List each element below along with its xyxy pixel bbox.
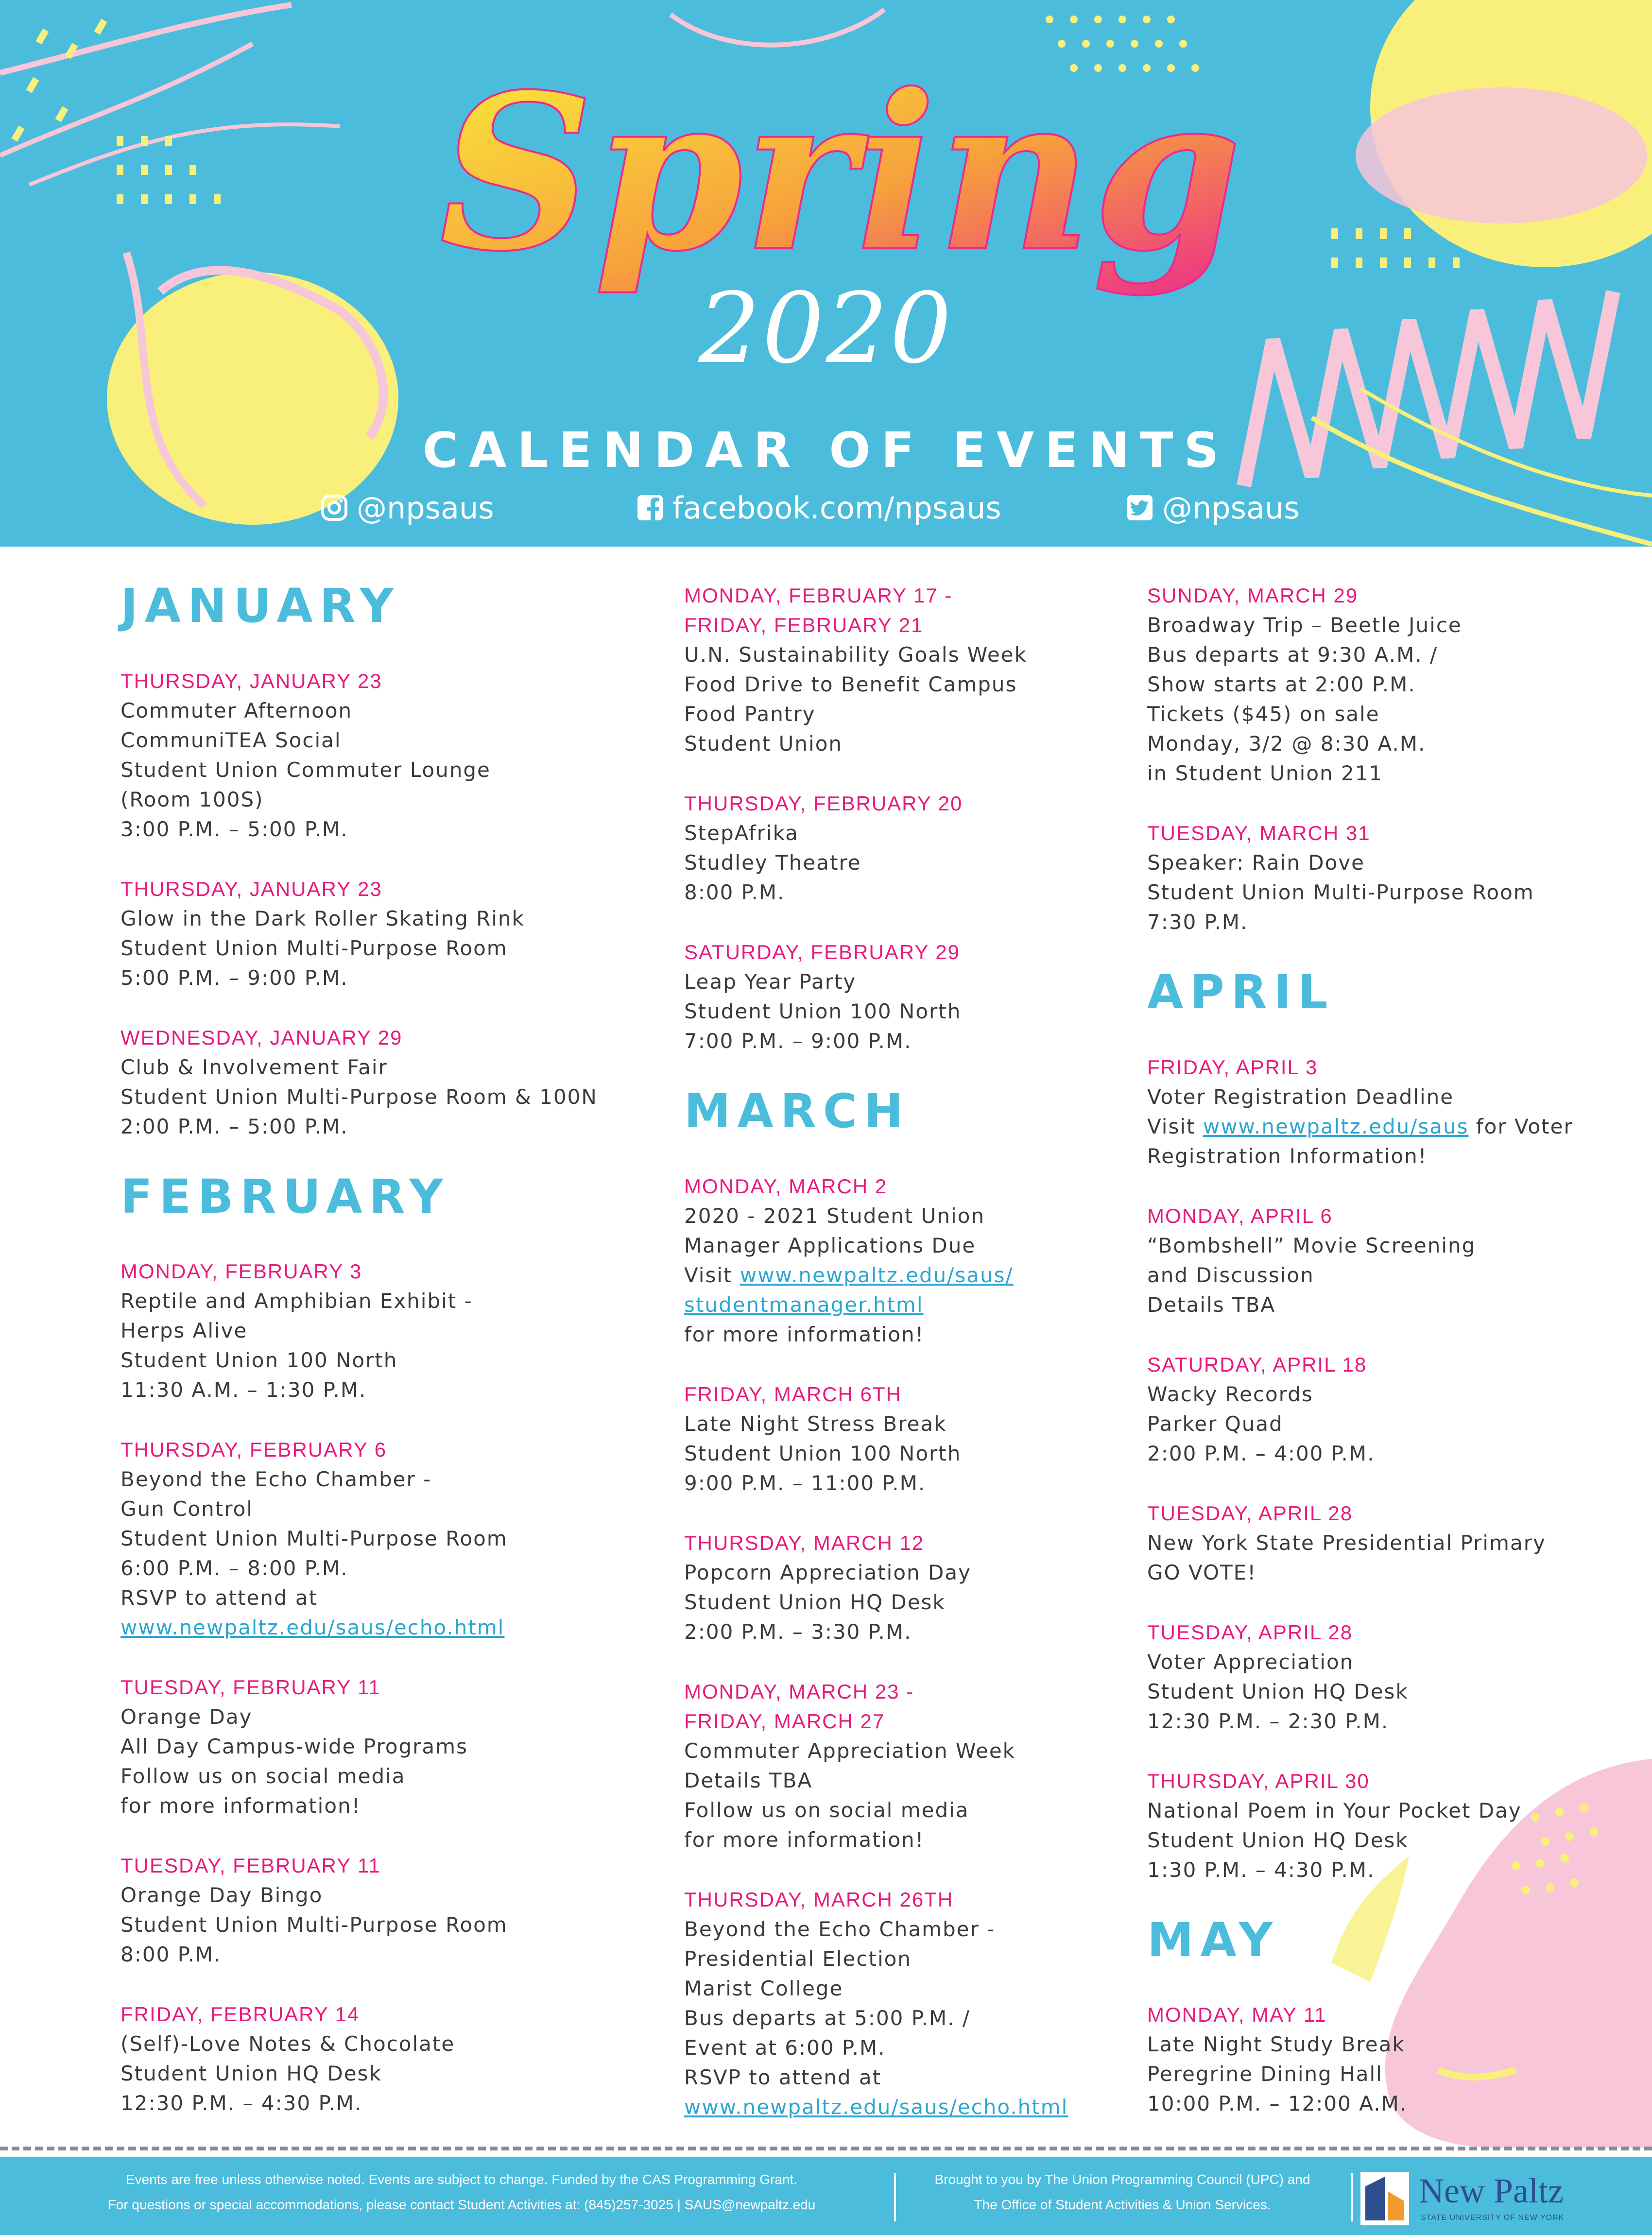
new-paltz-logo-text: New Paltz <box>1419 2171 1564 2210</box>
event-detail: Bus departs at 5:00 P.M. / <box>684 2006 970 2030</box>
event-detail: 6:00 P.M. – 8:00 P.M. <box>120 1556 348 1581</box>
event-detail: Popcorn Appreciation Day <box>684 1560 971 1584</box>
event-date: FRIDAY, FEBRUARY 14 <box>120 2003 360 2026</box>
event-detail: Gun Control <box>120 1497 253 1521</box>
event-date: MONDAY, FEBRUARY 17 - FRIDAY, FEBRUARY 21 <box>684 584 953 636</box>
manager-application-link[interactable]: www.newpaltz.edu/saus/ <box>740 1263 1014 1287</box>
event-detail: 2020 - 2021 Student Union <box>684 1203 985 1228</box>
column-2 <box>684 581 1121 2152</box>
social-twitter[interactable] <box>1126 486 1300 530</box>
event-detail: Reptile and Amphibian Exhibit - <box>120 1289 473 1313</box>
event-date: THURSDAY, JANUARY 23 <box>120 877 382 900</box>
event-detail: Peregrine Dining Hall <box>1147 2062 1383 2086</box>
event-date: MONDAY, MAY 11 <box>1147 2003 1327 2027</box>
visit-suffix: for Voter <box>1468 1114 1573 1138</box>
event-date: THURSDAY, APRIL 30 <box>1147 1769 1370 1792</box>
event-detail: 7:00 P.M. – 9:00 P.M. <box>684 1029 912 1053</box>
event-detail: U.N. Sustainability Goals Week <box>684 643 1027 667</box>
event-item <box>684 1171 1121 1349</box>
event-detail: Wacky Records <box>1147 1382 1313 1406</box>
month-heading-march: MARCH <box>684 1084 910 1138</box>
event-date: MONDAY, APRIL 6 <box>1147 1204 1333 1227</box>
footer-credits <box>904 2167 1341 2218</box>
event-item <box>1147 1617 1584 1736</box>
event-detail: 2:00 P.M. – 5:00 P.M. <box>120 1114 348 1138</box>
footer-line: Events are free unless otherwise noted. Events are subject to change. Funded by the CAS Programming Grant. <box>125 2172 798 2187</box>
event-date: MONDAY, MARCH 23 - FRIDAY, MARCH 27 <box>684 1680 914 1733</box>
month-heading-april: APRIL <box>1147 965 1335 1019</box>
facebook-url: facebook.com/npsaus <box>672 490 1001 526</box>
event-item <box>1147 818 1584 937</box>
event-detail: Orange Day Bingo <box>120 1883 323 1908</box>
month-heading-february: FEBRUARY <box>120 1169 450 1224</box>
event-detail: Tickets ($45) on sale <box>1147 702 1380 726</box>
month-heading-january: JANUARY <box>120 579 400 633</box>
event-item <box>1147 1052 1584 1171</box>
event-detail: Follow us on social media <box>684 1798 969 1822</box>
event-detail: 3:00 P.M. – 5:00 P.M. <box>120 817 348 841</box>
event-detail: and Discussion <box>1147 1263 1314 1287</box>
event-detail: Student Union 100 North <box>684 1441 962 1465</box>
event-detail: Student Union <box>684 732 843 756</box>
event-detail: “Bombshell” Movie Screening <box>1147 1233 1476 1257</box>
event-detail: Student Union 100 North <box>120 1348 398 1373</box>
event-item <box>1147 2000 1584 2118</box>
header-banner <box>0 0 1652 547</box>
event-detail: Student Union Multi-Purpose Room & 100N <box>120 1084 598 1109</box>
event-item <box>120 1256 631 1405</box>
event-detail: Student Union Multi-Purpose Room <box>1147 880 1534 904</box>
event-date: WEDNESDAY, JANUARY 29 <box>120 1026 403 1049</box>
rsvp-link[interactable]: www.newpaltz.edu/saus/echo.html <box>684 2095 1068 2119</box>
event-item <box>1147 1766 1584 1885</box>
event-detail: Club & Involvement Fair <box>120 1055 388 1079</box>
event-item <box>120 1672 631 1821</box>
event-detail: Student Union Multi-Purpose Room <box>120 1913 508 1937</box>
event-detail: RSVP to attend at <box>120 1586 318 1610</box>
event-detail: Details TBA <box>1147 1292 1276 1317</box>
event-date: MONDAY, MARCH 2 <box>684 1174 888 1198</box>
event-detail: National Poem in Your Pocket Day <box>1147 1798 1522 1822</box>
event-detail: Late Night Study Break <box>1147 2032 1405 2057</box>
event-item <box>684 937 1121 1056</box>
event-detail: Presidential Election <box>684 1946 912 1971</box>
footer-line: Brought to you by The Union Programming Council (UPC) and <box>934 2172 1310 2187</box>
event-date: FRIDAY, APRIL 3 <box>1147 1055 1318 1079</box>
month-heading-may: MAY <box>1147 1912 1280 1967</box>
event-detail: for more information! <box>684 1827 925 1852</box>
event-detail: Voter Appreciation <box>1147 1650 1354 1674</box>
event-detail: 12:30 P.M. – 2:30 P.M. <box>1147 1709 1389 1733</box>
event-date: FRIDAY, MARCH 6TH <box>684 1382 902 1406</box>
event-item <box>684 581 1121 758</box>
column-3 <box>1147 581 1584 2149</box>
event-detail: 11:30 A.M. – 1:30 P.M. <box>120 1378 367 1402</box>
event-detail: Show starts at 2:00 P.M. <box>1147 672 1416 696</box>
twitter-handle: @npsaus <box>1162 490 1300 526</box>
event-item <box>120 1851 631 1969</box>
visit-label: Visit <box>1147 1114 1203 1138</box>
event-detail: Marist College <box>684 1976 843 2000</box>
event-detail: Food Pantry <box>684 702 816 726</box>
event-date: SATURDAY, APRIL 18 <box>1147 1353 1367 1376</box>
manager-application-link-cont[interactable]: studentmanager.html <box>684 1292 924 1317</box>
event-detail: Event at 6:00 P.M. <box>684 2035 886 2060</box>
event-detail: 2:00 P.M. – 4:00 P.M. <box>1147 1441 1375 1465</box>
event-detail: Food Drive to Benefit Campus <box>684 672 1017 696</box>
event-detail: Commuter Appreciation Week <box>684 1738 1015 1763</box>
voter-registration-link[interactable]: www.newpaltz.edu/saus <box>1203 1114 1469 1138</box>
event-date: TUESDAY, APRIL 28 <box>1147 1501 1353 1525</box>
event-detail: StepAfrika <box>684 821 799 845</box>
event-detail: (Room 100S) <box>120 787 264 811</box>
calendar-title: CALENDAR OF EVENTS <box>422 422 1230 479</box>
event-detail: All Day Campus-wide Programs <box>120 1735 468 1759</box>
event-detail: Broadway Trip – Beetle Juice <box>1147 613 1462 637</box>
event-detail: Student Union HQ Desk <box>684 1590 946 1614</box>
event-item <box>684 1379 1121 1498</box>
event-date: THURSDAY, FEBRUARY 6 <box>120 1438 387 1461</box>
footer <box>0 2157 1652 2235</box>
event-item <box>684 1885 1121 2122</box>
event-date: THURSDAY, MARCH 26TH <box>684 1888 954 1911</box>
footer-separator <box>894 2173 896 2221</box>
facebook-icon <box>637 494 664 521</box>
footer-divider <box>0 2147 1652 2150</box>
footer-line: For questions or special accommodations, please contact Student Activities at: (845)257-3025 | SAUS@newpaltz.edu <box>107 2197 816 2212</box>
instagram-handle: @npsaus <box>357 490 494 526</box>
year-title: 2020 <box>698 272 954 385</box>
event-detail: Late Night Stress Break <box>684 1411 947 1436</box>
new-paltz-logo-subtext: STATE UNIVERSITY OF NEW YORK <box>1421 2214 1565 2222</box>
event-detail: Bus departs at 9:30 A.M. / <box>1147 643 1438 667</box>
event-detail: Beyond the Echo Chamber - <box>684 1917 996 1941</box>
event-detail: Student Union Commuter Lounge <box>120 757 491 782</box>
event-detail: for more information! <box>684 1322 925 1346</box>
event-detail: 5:00 P.M. – 9:00 P.M. <box>120 965 348 990</box>
event-detail: in Student Union 211 <box>1147 761 1383 785</box>
event-date: TUESDAY, FEBRUARY 11 <box>120 1676 381 1699</box>
event-detail: 10:00 P.M. – 12:00 A.M. <box>1147 2092 1408 2116</box>
event-detail: Parker Quad <box>1147 1411 1283 1436</box>
event-detail: Manager Applications Due <box>684 1233 976 1257</box>
event-detail: Student Union HQ Desk <box>1147 1679 1409 1703</box>
event-item <box>684 789 1121 907</box>
event-detail: Student Union 100 North <box>684 999 962 1023</box>
event-item <box>1147 581 1584 788</box>
event-detail: New York State Presidential Primary <box>1147 1530 1546 1555</box>
event-detail: Orange Day <box>120 1705 253 1729</box>
event-detail: Details TBA <box>684 1768 813 1792</box>
event-detail: 8:00 P.M. <box>684 880 785 904</box>
event-detail: Commuter Afternoon <box>120 698 353 722</box>
event-detail: Studley Theatre <box>684 851 861 875</box>
event-detail: Monday, 3/2 @ 8:30 A.M. <box>1147 732 1426 756</box>
event-date: MONDAY, FEBRUARY 3 <box>120 1260 362 1283</box>
column-1 <box>120 581 631 2148</box>
social-instagram[interactable] <box>321 486 494 530</box>
event-date: THURSDAY, FEBRUARY 20 <box>684 792 963 815</box>
event-item <box>1147 1498 1584 1587</box>
event-item <box>120 874 631 993</box>
footer-separator <box>1351 2173 1353 2221</box>
footer-line: The Office of Student Activities & Union Services. <box>974 2197 1271 2212</box>
event-detail: Registration Information! <box>1147 1144 1428 1168</box>
event-item <box>120 1435 631 1642</box>
event-detail: 2:00 P.M. – 3:30 P.M. <box>684 1619 912 1644</box>
twitter-icon <box>1126 494 1153 521</box>
event-detail: 1:30 P.M. – 4:30 P.M. <box>1147 1857 1375 1882</box>
event-detail: 12:30 P.M. – 4:30 P.M. <box>120 2091 362 2115</box>
event-date: THURSDAY, MARCH 12 <box>684 1531 925 1554</box>
event-detail: RSVP to attend at <box>684 2065 882 2089</box>
event-item <box>684 1528 1121 1647</box>
event-date: TUESDAY, MARCH 31 <box>1147 822 1371 844</box>
event-item <box>1147 1350 1584 1468</box>
event-date: TUESDAY, APRIL 28 <box>1147 1620 1353 1644</box>
visit-label: Visit <box>684 1263 740 1287</box>
event-detail: Student Union Multi-Purpose Room <box>120 1527 508 1551</box>
new-paltz-logo-icon <box>1360 2172 1409 2225</box>
event-item <box>120 1999 631 2118</box>
event-detail: 7:30 P.M. <box>1147 910 1248 934</box>
event-detail: CommuniTEA Social <box>120 728 342 752</box>
event-detail: Leap Year Party <box>684 970 857 994</box>
event-detail: Speaker: Rain Dove <box>1147 851 1365 875</box>
event-detail: Student Union Multi-Purpose Room <box>120 936 508 960</box>
instagram-icon <box>321 494 348 521</box>
event-detail: (Self)-Love Notes & Chocolate <box>120 2032 455 2056</box>
event-detail: 8:00 P.M. <box>120 1943 222 1967</box>
event-date: THURSDAY, JANUARY 23 <box>120 669 382 692</box>
event-item <box>120 666 631 844</box>
rsvp-link[interactable]: www.newpaltz.edu/saus/echo.html <box>120 1616 505 1640</box>
event-item <box>684 1677 1121 1855</box>
event-detail: GO VOTE! <box>1147 1560 1257 1584</box>
event-detail: Beyond the Echo Chamber - <box>120 1467 432 1492</box>
svg-text:Spring: Spring <box>439 47 1242 298</box>
event-item <box>1147 1201 1584 1320</box>
social-facebook[interactable] <box>637 486 1001 530</box>
event-item <box>120 1023 631 1141</box>
event-date: TUESDAY, FEBRUARY 11 <box>120 1854 381 1877</box>
footer-disclaimer <box>58 2167 865 2218</box>
event-date: SATURDAY, FEBRUARY 29 <box>684 941 960 963</box>
event-detail: Glow in the Dark Roller Skating Rink <box>120 906 525 930</box>
event-detail: for more information! <box>120 1794 361 1818</box>
event-detail: Student Union HQ Desk <box>120 2062 382 2086</box>
event-detail: Voter Registration Deadline <box>1147 1084 1454 1109</box>
event-detail: Herps Alive <box>120 1319 248 1343</box>
event-date: SUNDAY, MARCH 29 <box>1147 584 1359 607</box>
event-detail: Student Union HQ Desk <box>1147 1828 1409 1852</box>
event-detail: 9:00 P.M. – 11:00 P.M. <box>684 1471 926 1495</box>
event-detail: Follow us on social media <box>120 1764 406 1788</box>
